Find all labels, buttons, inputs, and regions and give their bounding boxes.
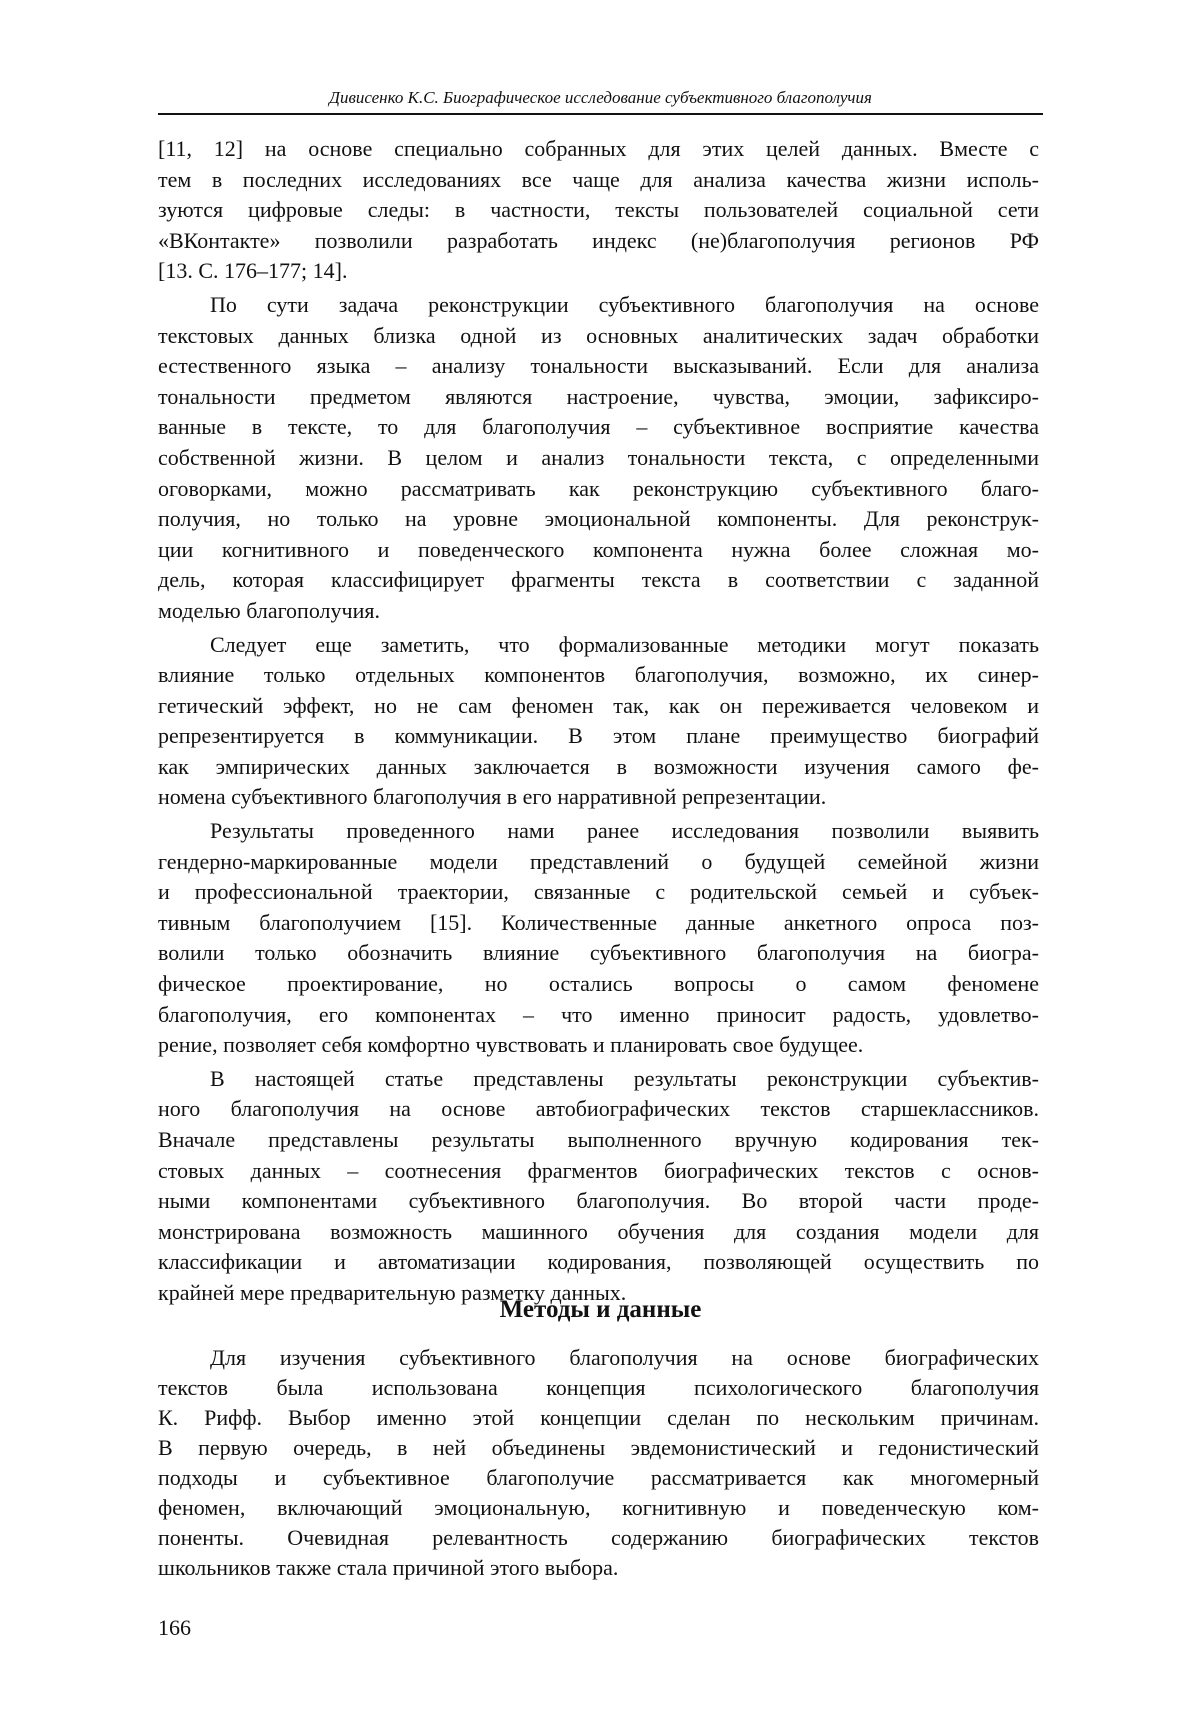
text-line: феномен, включающий эмоциональную, когнитивную и поведенческую ком- xyxy=(158,1495,1039,1520)
text-line: благополучия, его компонентах – что именно приносит радость, удовлетво- xyxy=(158,1001,1039,1027)
text-line: стовых данных – соотнесения фрагментов биографических текстов с основ- xyxy=(158,1157,1039,1183)
text-line: В первую очередь, в ней объединены эвдемонистический и гедонистический xyxy=(158,1435,1039,1460)
paragraph xyxy=(158,1343,1039,1583)
text-line: оговорками, можно рассматривать как реконструкцию субъективного благо- xyxy=(158,475,1039,501)
text-line: тем в последних исследованиях все чаще для анализа качества жизни исполь- xyxy=(158,166,1039,192)
text-line: зуются цифровые следы: в частности, тексты пользователей социальной сети xyxy=(158,197,1039,223)
text-line: тональности предметом являются настроение, чувства, эмоции, зафиксиро- xyxy=(158,383,1039,409)
text-line: В настоящей статье представлены результаты реконструкции субъектив- xyxy=(210,1065,1039,1091)
text-line: ного благополучия на основе автобиографических текстов старшеклассников. xyxy=(158,1096,1039,1122)
text-line: «ВКонтакте» позволили разработать индекс (не)благополучия регионов РФ xyxy=(158,227,1039,253)
paragraph xyxy=(158,816,1039,1061)
text-line: Результаты проведенного нами ранее исследования позволили выявить xyxy=(210,818,1039,844)
text-line: К. Рифф. Выбор именно этой концепции сделан по нескольким причинам. xyxy=(158,1405,1039,1430)
paragraph xyxy=(158,1064,1039,1309)
text-line: По сути задача реконструкции субъективного благополучия на основе xyxy=(210,291,1039,317)
text-line: получия, но только на уровне эмоциональной компоненты. Для реконструк- xyxy=(158,506,1039,532)
paragraph xyxy=(158,134,1039,287)
text-line: текстов была использована концепция психологического благополучия xyxy=(158,1375,1039,1400)
text-line: номена субъективного благополучия в его нарративной репрезентации. xyxy=(158,784,827,810)
paragraph xyxy=(158,630,1039,814)
text-line: Вначале представлены результаты выполненного вручную кодирования тек- xyxy=(158,1127,1039,1152)
text-line: репрезентируется в коммуникации. В этом плане преимущество биографий xyxy=(158,723,1039,749)
body-text-section-1 xyxy=(158,134,1039,1312)
text-line: школьников также стала причиной этого выбора. xyxy=(158,1555,619,1580)
text-line: дель, которая классифицирует фрагменты текста в соответствии с заданной xyxy=(158,567,1039,593)
text-line: Для изучения субъективного благополучия на основе биографических xyxy=(210,1345,1039,1370)
text-line: крайней мере предварительную разметку данных. xyxy=(158,1279,627,1305)
text-line: рение, позволяет себя комфортно чувствовать и планировать свое будущее. xyxy=(158,1032,864,1058)
header-rule xyxy=(158,113,1043,115)
text-line: монстрирована возможность машинного обучения для создания модели для xyxy=(158,1218,1039,1244)
body-text-section-2 xyxy=(158,1343,1039,1586)
text-line: собственной жизни. В целом и анализ тональности текста, с определенными xyxy=(158,444,1039,470)
text-line: естественного языка – анализу тональности высказываний. Если для анализа xyxy=(158,353,1039,379)
text-line: гетический эффект, но не сам феномен так, как он переживается человеком и xyxy=(158,692,1039,718)
text-line: текстовых данных близка одной из основных аналитических задач обработки xyxy=(158,322,1039,348)
text-line: тивным благополучием [15]. Количественные данные анкетного опроса поз- xyxy=(158,909,1039,935)
text-line: подходы и субъективное благополучие рассматривается как многомерный xyxy=(158,1465,1039,1490)
section-heading: Методы и данные xyxy=(499,1296,702,1323)
text-line: как эмпирических данных заключается в возможности изучения самого фе- xyxy=(158,753,1039,779)
text-line: гендерно-маркированные модели представлений о будущей семейной жизни xyxy=(158,848,1039,874)
text-line: [13. С. 176–177; 14]. xyxy=(158,258,348,284)
page-number: 166 xyxy=(158,1615,191,1640)
text-line: влияние только отдельных компонентов благополучия, возможно, их синер- xyxy=(158,662,1039,688)
text-line: ными компонентами субъективного благополучия. Во второй части проде- xyxy=(158,1188,1039,1214)
text-line: и профессиональной траектории, связанные с родительской семьей и субъек- xyxy=(158,879,1039,905)
text-line: моделью благополучия. xyxy=(158,597,380,623)
text-line: фическое проектирование, но остались вопросы о самом феномене xyxy=(158,971,1039,997)
text-line: ванные в тексте, то для благополучия – субъективное восприятие качества xyxy=(158,414,1039,440)
text-line: ции когнитивного и поведенческого компонента нужна более сложная мо- xyxy=(158,536,1039,562)
text-line: волили только обозначить влияние субъективного благополучия на биогра- xyxy=(158,940,1039,966)
running-head: Дивисенко К.С. Биографическое исследование субъективного благополучия xyxy=(329,88,872,107)
text-line: [11, 12] на основе специально собранных для этих целей данных. Вместе с xyxy=(158,136,1039,161)
text-line: Следует еще заметить, что формализованные методики могут показать xyxy=(210,631,1039,657)
text-line: поненты. Очевидная релевантность содержанию биографических текстов xyxy=(158,1525,1039,1550)
text-line: классификации и автоматизации кодирования, позволяющей осуществить по xyxy=(158,1249,1039,1275)
paragraph xyxy=(158,290,1039,627)
